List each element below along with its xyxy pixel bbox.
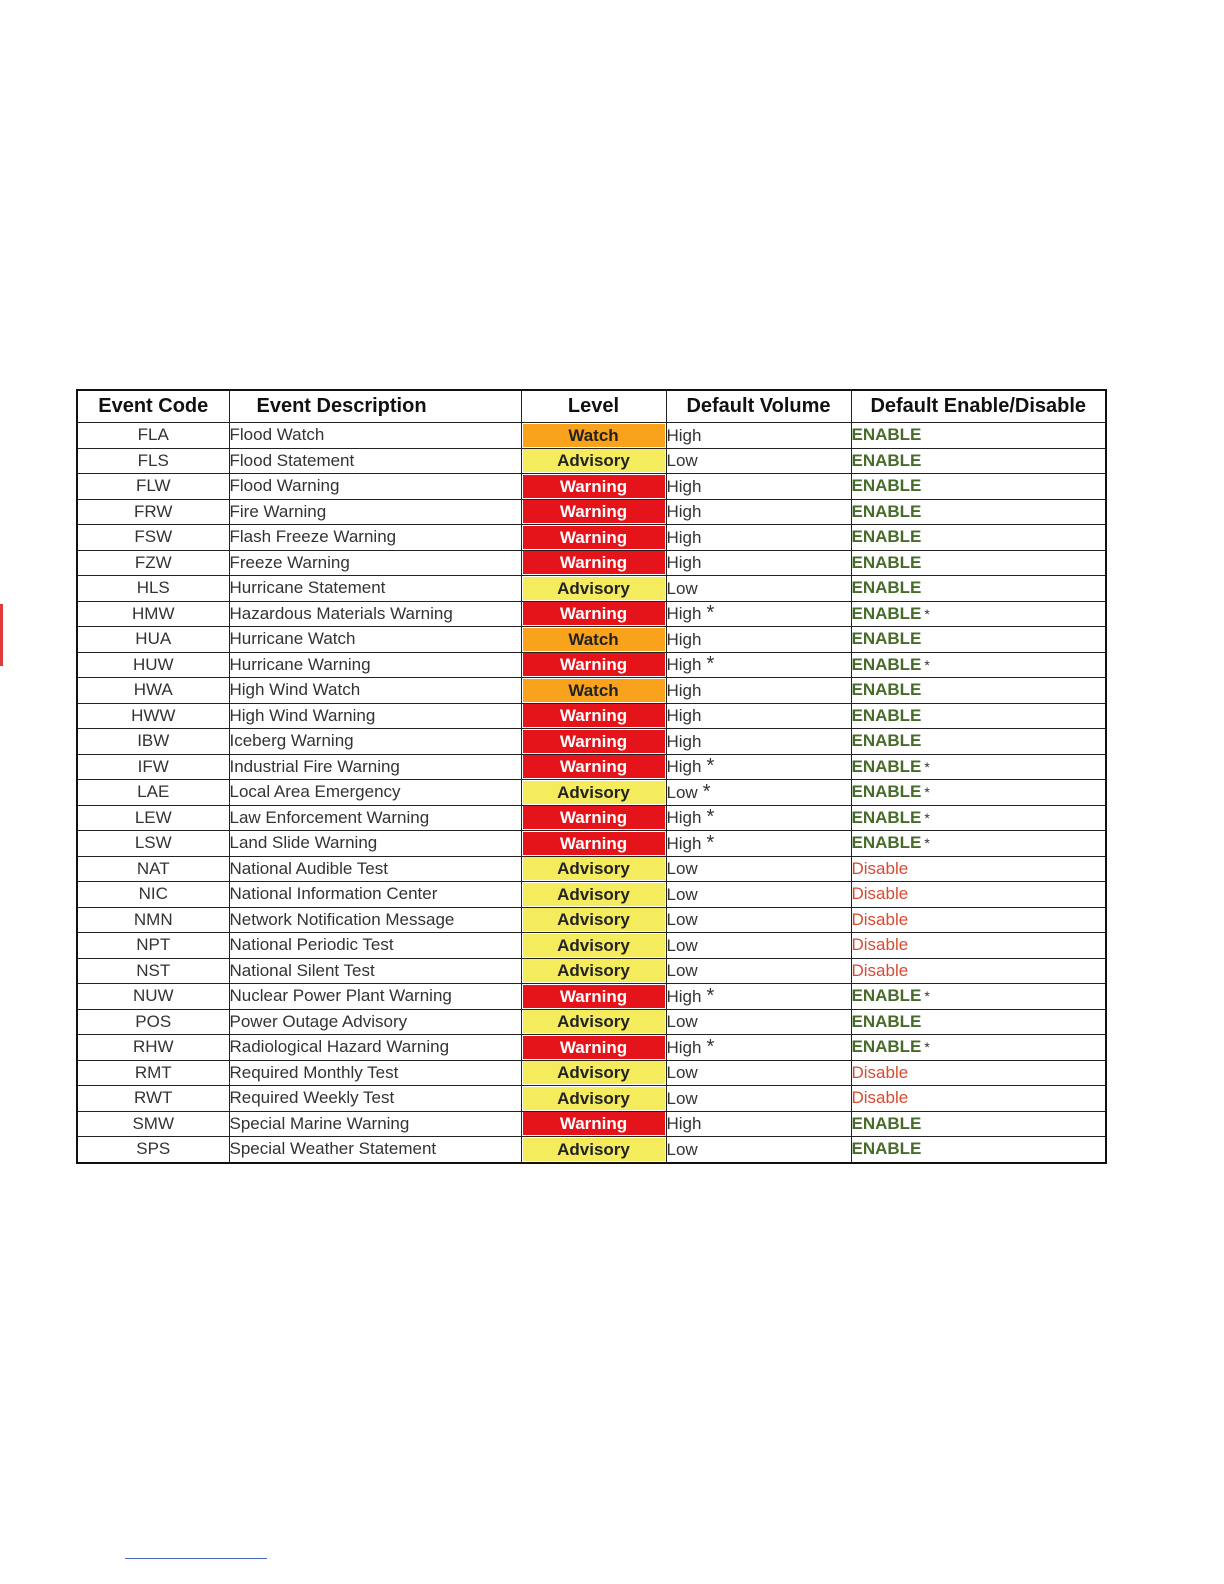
level-badge: Warning xyxy=(523,730,665,753)
default-enable-cell xyxy=(851,448,1106,474)
enable-value: ENABLE xyxy=(851,756,922,776)
volume-value: High xyxy=(666,1114,702,1134)
event-code-cell: HUA xyxy=(77,627,229,653)
level-cell xyxy=(521,1086,666,1112)
event-code-cell: NAT xyxy=(77,856,229,882)
default-volume-cell xyxy=(666,1035,851,1061)
volume-asterisk: * xyxy=(706,831,715,854)
level-badge: Advisory xyxy=(523,449,665,472)
event-code-cell: RHW xyxy=(77,1035,229,1061)
volume-value: Low xyxy=(666,1088,698,1108)
enable-value: ENABLE xyxy=(851,731,922,751)
enable-value: ENABLE xyxy=(851,578,922,598)
volume-asterisk: * xyxy=(706,984,715,1007)
level-badge: Advisory xyxy=(523,1010,665,1033)
event-description-cell: Flood Statement xyxy=(229,448,521,474)
header-row xyxy=(77,390,1106,423)
level-cell xyxy=(521,729,666,755)
level-badge: Advisory xyxy=(523,1061,665,1084)
header-event-code: Event Code xyxy=(77,390,229,423)
table-row xyxy=(77,1086,1106,1112)
default-enable-cell xyxy=(851,882,1106,908)
event-code-cell: NUW xyxy=(77,984,229,1010)
event-code-cell: HLS xyxy=(77,576,229,602)
level-cell xyxy=(521,754,666,780)
event-description-cell: Required Monthly Test xyxy=(229,1060,521,1086)
table-row xyxy=(77,780,1106,806)
enable-value: ENABLE xyxy=(851,476,922,496)
default-volume-cell xyxy=(666,1137,851,1163)
volume-value: High xyxy=(666,808,702,828)
volume-value: High xyxy=(666,706,702,726)
event-description-cell: Iceberg Warning xyxy=(229,729,521,755)
table-row xyxy=(77,754,1106,780)
table-row xyxy=(77,576,1106,602)
volume-value: High xyxy=(666,527,702,547)
volume-value: High xyxy=(666,502,702,522)
event-code-cell: IFW xyxy=(77,754,229,780)
default-enable-cell xyxy=(851,780,1106,806)
default-volume-cell xyxy=(666,448,851,474)
header-level: Level xyxy=(521,390,666,423)
volume-value: Low xyxy=(666,451,698,471)
table-row xyxy=(77,423,1106,449)
default-enable-cell xyxy=(851,1086,1106,1112)
level-cell xyxy=(521,933,666,959)
volume-value: Low xyxy=(666,935,698,955)
default-volume-cell xyxy=(666,550,851,576)
event-code-cell: LAE xyxy=(77,780,229,806)
event-description-cell: National Silent Test xyxy=(229,958,521,984)
level-cell xyxy=(521,958,666,984)
enable-value: ENABLE xyxy=(851,1011,922,1031)
default-volume-cell xyxy=(666,907,851,933)
enable-value: ENABLE xyxy=(851,603,922,623)
event-description-cell: Hurricane Watch xyxy=(229,627,521,653)
default-volume-cell xyxy=(666,984,851,1010)
level-badge: Advisory xyxy=(523,959,665,982)
volume-value: High xyxy=(666,1037,702,1057)
default-volume-cell xyxy=(666,882,851,908)
enable-value: ENABLE xyxy=(851,986,922,1006)
volume-value: Low xyxy=(666,578,698,598)
enable-value: ENABLE xyxy=(851,629,922,649)
volume-value: High xyxy=(666,833,702,853)
level-badge: Warning xyxy=(523,551,665,574)
default-enable-cell xyxy=(851,856,1106,882)
event-code-cell: LSW xyxy=(77,831,229,857)
event-code-cell: FLS xyxy=(77,448,229,474)
default-enable-cell xyxy=(851,754,1106,780)
event-code-cell: NPT xyxy=(77,933,229,959)
volume-value: Low xyxy=(666,1139,698,1159)
volume-value: High xyxy=(666,629,702,649)
table-row xyxy=(77,805,1106,831)
level-badge: Advisory xyxy=(523,883,665,906)
level-cell xyxy=(521,652,666,678)
table-row xyxy=(77,729,1106,755)
enable-value: ENABLE xyxy=(851,1139,922,1159)
level-cell xyxy=(521,907,666,933)
enable-asterisk: * xyxy=(924,656,930,673)
volume-value: High xyxy=(666,553,702,573)
default-enable-cell xyxy=(851,1035,1106,1061)
event-code-cell: LEW xyxy=(77,805,229,831)
level-badge: Advisory xyxy=(523,577,665,600)
table-row xyxy=(77,933,1106,959)
level-cell xyxy=(521,856,666,882)
event-code-cell: HWA xyxy=(77,678,229,704)
enable-value: ENABLE xyxy=(851,654,922,674)
level-badge: Warning xyxy=(523,526,665,549)
header-default-enable: Default Enable/Disable xyxy=(851,390,1106,423)
event-code-cell: RMT xyxy=(77,1060,229,1086)
default-enable-cell xyxy=(851,805,1106,831)
default-volume-cell xyxy=(666,601,851,627)
default-volume-cell xyxy=(666,423,851,449)
default-volume-cell xyxy=(666,933,851,959)
default-volume-cell xyxy=(666,499,851,525)
event-description-cell: Special Marine Warning xyxy=(229,1111,521,1137)
level-badge: Advisory xyxy=(523,1138,665,1161)
level-cell xyxy=(521,1035,666,1061)
table-row xyxy=(77,448,1106,474)
level-cell xyxy=(521,601,666,627)
default-enable-cell xyxy=(851,423,1106,449)
level-badge: Advisory xyxy=(523,934,665,957)
level-badge: Warning xyxy=(523,755,665,778)
level-cell xyxy=(521,703,666,729)
default-volume-cell xyxy=(666,958,851,984)
default-volume-cell xyxy=(666,474,851,500)
level-badge: Watch xyxy=(523,628,665,651)
default-enable-cell xyxy=(851,601,1106,627)
volume-asterisk: * xyxy=(702,780,711,803)
table-row xyxy=(77,882,1106,908)
enable-value: ENABLE xyxy=(851,1113,922,1133)
level-badge: Warning xyxy=(523,832,665,855)
level-badge: Advisory xyxy=(523,908,665,931)
level-badge: Advisory xyxy=(523,781,665,804)
default-enable-cell xyxy=(851,1060,1106,1086)
level-cell xyxy=(521,984,666,1010)
default-volume-cell xyxy=(666,805,851,831)
level-badge: Warning xyxy=(523,806,665,829)
event-description-cell: Local Area Emergency xyxy=(229,780,521,806)
event-description-cell: Flood Watch xyxy=(229,423,521,449)
header-event-description: Event Description xyxy=(229,390,521,423)
event-code-cell: FSW xyxy=(77,525,229,551)
default-enable-cell xyxy=(851,499,1106,525)
volume-asterisk: * xyxy=(706,806,715,829)
table-row xyxy=(77,627,1106,653)
level-cell xyxy=(521,627,666,653)
event-code-cell: HMW xyxy=(77,601,229,627)
enable-asterisk: * xyxy=(924,809,930,826)
event-description-cell: Network Notification Message xyxy=(229,907,521,933)
default-volume-cell xyxy=(666,754,851,780)
event-description-cell: Industrial Fire Warning xyxy=(229,754,521,780)
default-volume-cell xyxy=(666,652,851,678)
default-enable-cell xyxy=(851,907,1106,933)
level-cell xyxy=(521,1137,666,1163)
table-row xyxy=(77,1009,1106,1035)
event-description-cell: National Periodic Test xyxy=(229,933,521,959)
default-enable-cell xyxy=(851,703,1106,729)
enable-value: Disable xyxy=(851,884,909,904)
event-description-cell: High Wind Watch xyxy=(229,678,521,704)
default-volume-cell xyxy=(666,1111,851,1137)
enable-value: ENABLE xyxy=(851,450,922,470)
event-code-cell: FZW xyxy=(77,550,229,576)
volume-asterisk: * xyxy=(706,1035,715,1058)
table-row xyxy=(77,1111,1106,1137)
enable-value: Disable xyxy=(851,935,909,955)
default-volume-cell xyxy=(666,678,851,704)
level-badge: Advisory xyxy=(523,857,665,880)
volume-value: Low xyxy=(666,782,698,802)
default-volume-cell xyxy=(666,856,851,882)
volume-value: Low xyxy=(666,884,698,904)
footer-rule xyxy=(125,1558,267,1559)
table-row xyxy=(77,958,1106,984)
event-description-cell: National Information Center xyxy=(229,882,521,908)
table-row xyxy=(77,856,1106,882)
table-row xyxy=(77,601,1106,627)
default-enable-cell xyxy=(851,474,1106,500)
default-enable-cell xyxy=(851,1009,1106,1035)
enable-value: ENABLE xyxy=(851,705,922,725)
table-row xyxy=(77,1137,1106,1163)
volume-value: Low xyxy=(666,1012,698,1032)
event-description-cell: Law Enforcement Warning xyxy=(229,805,521,831)
volume-value: High xyxy=(666,604,702,624)
default-enable-cell xyxy=(851,729,1106,755)
page-edge-mark xyxy=(0,604,3,666)
table-row xyxy=(77,652,1106,678)
level-badge: Advisory xyxy=(523,1087,665,1110)
default-enable-cell xyxy=(851,576,1106,602)
level-badge: Warning xyxy=(523,500,665,523)
event-description-cell: Flash Freeze Warning xyxy=(229,525,521,551)
event-description-cell: High Wind Warning xyxy=(229,703,521,729)
enable-value: ENABLE xyxy=(851,501,922,521)
enable-asterisk: * xyxy=(924,1039,930,1056)
default-enable-cell xyxy=(851,1137,1106,1163)
table-row xyxy=(77,474,1106,500)
event-description-cell: Nuclear Power Plant Warning xyxy=(229,984,521,1010)
level-cell xyxy=(521,831,666,857)
event-description-cell: Special Weather Statement xyxy=(229,1137,521,1163)
volume-asterisk: * xyxy=(706,602,715,625)
level-cell xyxy=(521,550,666,576)
enable-value: ENABLE xyxy=(851,1037,922,1057)
level-cell xyxy=(521,474,666,500)
level-cell xyxy=(521,1009,666,1035)
default-volume-cell xyxy=(666,703,851,729)
default-volume-cell xyxy=(666,1060,851,1086)
level-badge: Warning xyxy=(523,475,665,498)
level-badge: Warning xyxy=(523,602,665,625)
table-row xyxy=(77,550,1106,576)
level-cell xyxy=(521,805,666,831)
volume-asterisk: * xyxy=(706,653,715,676)
event-code-cell: HWW xyxy=(77,703,229,729)
table-row xyxy=(77,499,1106,525)
enable-value: Disable xyxy=(851,960,909,980)
default-volume-cell xyxy=(666,525,851,551)
level-badge: Warning xyxy=(523,985,665,1008)
volume-value: Low xyxy=(666,910,698,930)
event-description-cell: Hazardous Materials Warning xyxy=(229,601,521,627)
volume-value: Low xyxy=(666,1063,698,1083)
default-enable-cell xyxy=(851,1111,1106,1137)
level-badge: Warning xyxy=(523,1112,665,1135)
volume-value: High xyxy=(666,680,702,700)
table-row xyxy=(77,1060,1106,1086)
default-enable-cell xyxy=(851,550,1106,576)
enable-value: ENABLE xyxy=(851,833,922,853)
event-code-cell: SPS xyxy=(77,1137,229,1163)
default-enable-cell xyxy=(851,525,1106,551)
level-badge: Warning xyxy=(523,704,665,727)
default-enable-cell xyxy=(851,652,1106,678)
default-volume-cell xyxy=(666,627,851,653)
event-description-cell: Flood Warning xyxy=(229,474,521,500)
enable-asterisk: * xyxy=(924,988,930,1005)
enable-asterisk: * xyxy=(924,835,930,852)
event-code-cell: NIC xyxy=(77,882,229,908)
table-row xyxy=(77,831,1106,857)
enable-value: ENABLE xyxy=(851,552,922,572)
table-row xyxy=(77,907,1106,933)
table-row xyxy=(77,525,1106,551)
level-cell xyxy=(521,499,666,525)
event-code-cell: HUW xyxy=(77,652,229,678)
enable-value: ENABLE xyxy=(851,425,922,445)
event-code-cell: FLA xyxy=(77,423,229,449)
enable-asterisk: * xyxy=(924,784,930,801)
default-enable-cell xyxy=(851,678,1106,704)
event-code-cell: IBW xyxy=(77,729,229,755)
level-cell xyxy=(521,882,666,908)
enable-value: Disable xyxy=(851,1062,909,1082)
volume-value: Low xyxy=(666,961,698,981)
level-cell xyxy=(521,1111,666,1137)
enable-asterisk: * xyxy=(924,605,930,622)
default-volume-cell xyxy=(666,576,851,602)
default-enable-cell xyxy=(851,627,1106,653)
volume-value: Low xyxy=(666,859,698,879)
enable-value: Disable xyxy=(851,1088,909,1108)
level-cell xyxy=(521,780,666,806)
default-volume-cell xyxy=(666,1009,851,1035)
level-badge: Watch xyxy=(523,679,665,702)
table-row xyxy=(77,984,1106,1010)
event-description-cell: Hurricane Statement xyxy=(229,576,521,602)
event-description-cell: Power Outage Advisory xyxy=(229,1009,521,1035)
default-volume-cell xyxy=(666,780,851,806)
level-cell xyxy=(521,423,666,449)
volume-value: High xyxy=(666,757,702,777)
enable-value: ENABLE xyxy=(851,807,922,827)
default-volume-cell xyxy=(666,1086,851,1112)
volume-value: High xyxy=(666,986,702,1006)
default-volume-cell xyxy=(666,831,851,857)
event-code-cell: SMW xyxy=(77,1111,229,1137)
event-description-cell: Radiological Hazard Warning xyxy=(229,1035,521,1061)
default-enable-cell xyxy=(851,958,1106,984)
volume-value: High xyxy=(666,655,702,675)
level-cell xyxy=(521,525,666,551)
event-code-cell: POS xyxy=(77,1009,229,1035)
volume-value: High xyxy=(666,476,702,496)
level-cell xyxy=(521,576,666,602)
level-badge: Warning xyxy=(523,653,665,676)
enable-asterisk: * xyxy=(924,758,930,775)
event-code-cell: RWT xyxy=(77,1086,229,1112)
event-code-cell: NST xyxy=(77,958,229,984)
default-enable-cell xyxy=(851,831,1106,857)
level-cell xyxy=(521,448,666,474)
event-code-table xyxy=(76,389,1107,1164)
event-code-cell: FRW xyxy=(77,499,229,525)
table-row xyxy=(77,678,1106,704)
event-description-cell: Freeze Warning xyxy=(229,550,521,576)
level-badge: Warning xyxy=(523,1036,665,1059)
level-cell xyxy=(521,678,666,704)
volume-asterisk: * xyxy=(706,755,715,778)
level-badge: Watch xyxy=(523,424,665,447)
default-volume-cell xyxy=(666,729,851,755)
header-default-volume: Default Volume xyxy=(666,390,851,423)
event-description-cell: Hurricane Warning xyxy=(229,652,521,678)
table-row xyxy=(77,1035,1106,1061)
enable-value: ENABLE xyxy=(851,680,922,700)
event-code-cell: NMN xyxy=(77,907,229,933)
default-enable-cell xyxy=(851,984,1106,1010)
event-description-cell: National Audible Test xyxy=(229,856,521,882)
default-enable-cell xyxy=(851,933,1106,959)
enable-value: ENABLE xyxy=(851,527,922,547)
enable-value: ENABLE xyxy=(851,782,922,802)
event-description-cell: Fire Warning xyxy=(229,499,521,525)
table-body xyxy=(77,423,1106,1163)
table-row xyxy=(77,703,1106,729)
volume-value: High xyxy=(666,425,702,445)
event-description-cell: Land Slide Warning xyxy=(229,831,521,857)
enable-value: Disable xyxy=(851,909,909,929)
enable-value: Disable xyxy=(851,858,909,878)
event-code-cell: FLW xyxy=(77,474,229,500)
event-description-cell: Required Weekly Test xyxy=(229,1086,521,1112)
level-cell xyxy=(521,1060,666,1086)
volume-value: High xyxy=(666,731,702,751)
